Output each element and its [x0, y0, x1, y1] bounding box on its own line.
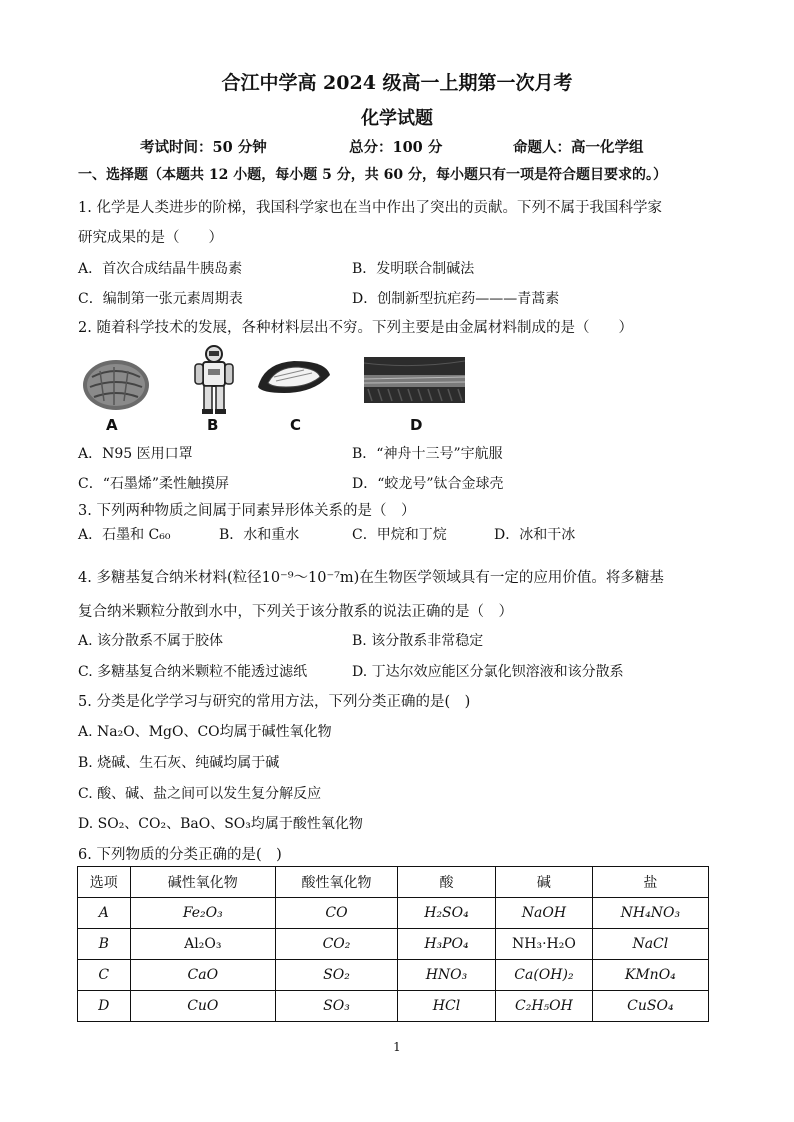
table-header-row	[78, 867, 709, 898]
q1-option-a: A．首次合成结晶牛胰岛素	[78, 261, 243, 277]
table-cell: NH₃·H₂O	[496, 929, 593, 960]
table-header-cell: 酸	[397, 867, 495, 898]
q4-option-b: B. 该分散系非常稳定	[352, 633, 484, 649]
table-cell: D	[78, 991, 131, 1022]
q3-option-d: D．冰和干冰	[494, 527, 576, 543]
table-cell: CuO	[130, 991, 276, 1022]
q3-option-b: B．水和重水	[219, 527, 300, 543]
table-cell: Al₂O₃	[130, 929, 276, 960]
q4-option-c: C. 多糖基复合纳米颗粒不能透过滤纸	[78, 664, 308, 680]
exam-author: 命题人：高一化学组	[513, 139, 644, 156]
table-header-cell: 碱	[496, 867, 593, 898]
table-cell: CaO	[130, 960, 276, 991]
q4-option-d: D. 丁达尔效应能区分氯化钡溶液和该分散系	[352, 664, 624, 680]
q5-option-b: B. 烧碱、生石灰、纯碱均属于碱	[78, 755, 280, 771]
q2-option-b: B．“神舟十三号”宇航服	[352, 446, 503, 462]
table-cell: CO₂	[276, 929, 398, 960]
q1-stem-line2: 研究成果的是（ ）	[78, 230, 223, 246]
q3-stem: 3. 下列两种物质之间属于同素异形体关系的是（ ）	[78, 503, 416, 519]
touchscreen-image	[254, 357, 334, 401]
table-cell: HNO₃	[397, 960, 495, 991]
q5-option-d: D. SO₂、CO₂、BaO、SO₃均属于酸性氧化物	[78, 816, 363, 832]
table-cell: C	[78, 960, 131, 991]
q1-option-d: D．创制新型抗疟药———青蒿素	[352, 291, 560, 307]
table-cell: A	[78, 898, 131, 929]
exam-title: 合江中学高 2024 级高一上期第一次月考	[221, 72, 573, 94]
table-cell: Fe₂O₃	[130, 898, 276, 929]
spacesuit-image	[193, 345, 235, 419]
q1-stem-line1: 1. 化学是人类进步的阶梯，我国科学家也在当中作出了突出的贡献。下列不属于我国科学家	[78, 200, 662, 216]
q2-option-a: A．N95 医用口罩	[78, 446, 193, 462]
exam-time: 考试时间：50 分钟	[140, 139, 267, 156]
titanium-shell-image	[364, 357, 465, 407]
table-cell: SO₃	[276, 991, 398, 1022]
table-cell: HCl	[397, 991, 495, 1022]
q6-stem: 6. 下列物质的分类正确的是( )	[78, 847, 282, 863]
table-header-cell: 碱性氧化物	[130, 867, 276, 898]
exam-score: 总分：100 分	[349, 139, 443, 156]
table-cell: KMnO₄	[592, 960, 708, 991]
q2-option-d: D．“蛟龙号”钛合金球壳	[352, 476, 504, 492]
page-number: 1	[393, 1040, 401, 1054]
classification-table	[77, 866, 709, 1022]
table-cell: C₂H₅OH	[496, 991, 593, 1022]
figure-label-a: A	[106, 416, 118, 434]
exam-subtitle: 化学试题	[361, 108, 433, 129]
q2-stem: 2. 随着科学技术的发展，各种材料层出不穷。下列主要是由金属材料制成的是（ ）	[78, 320, 633, 336]
table-cell: NH₄NO₃	[592, 898, 708, 929]
q4-option-a: A. 该分散系不属于胶体	[78, 633, 224, 649]
table-cell: SO₂	[276, 960, 398, 991]
table-row	[78, 898, 709, 929]
table-row	[78, 991, 709, 1022]
figure-label-c: C	[290, 416, 302, 434]
figure-label-d: D	[410, 416, 423, 434]
table-cell: H₂SO₄	[397, 898, 495, 929]
table-header-cell: 选项	[78, 867, 131, 898]
table-row	[78, 929, 709, 960]
table-cell: NaOH	[496, 898, 593, 929]
table-header-cell: 盐	[592, 867, 708, 898]
table-row	[78, 960, 709, 991]
q1-option-b: B．发明联合制碱法	[352, 261, 475, 277]
q1-option-c: C．编制第一张元素周期表	[78, 291, 243, 307]
table-cell: Ca(OH)₂	[496, 960, 593, 991]
table-cell: CO	[276, 898, 398, 929]
q4-stem-line2: 复合纳米颗粒分散到水中，下列关于该分散系的说法正确的是（ ）	[78, 604, 513, 620]
figure-label-b: B	[207, 416, 219, 434]
table-header-cell: 酸性氧化物	[276, 867, 398, 898]
section-header: 一、选择题（本题共 12 小题，每小题 5 分，共 60 分，每小题只有一项是符合题目要求的。）	[78, 167, 667, 183]
table-cell: CuSO₄	[592, 991, 708, 1022]
q4-stem-line1: 4. 多糖基复合纳米材料(粒径10⁻⁹～10⁻⁷m)在生物医学领域具有一定的应用价值。将多糖基	[78, 570, 664, 586]
mask-image	[80, 357, 152, 417]
q5-stem: 5. 分类是化学学习与研究的常用方法，下列分类正确的是( )	[78, 694, 471, 710]
q5-option-a: A. Na₂O、MgO、CO均属于碱性氧化物	[78, 724, 332, 740]
q3-option-c: C．甲烷和丁烷	[352, 527, 447, 543]
table-cell: H₃PO₄	[397, 929, 495, 960]
q5-option-c: C. 酸、碱、盐之间可以发生复分解反应	[78, 786, 322, 802]
q3-option-a: A．石墨和 C₆₀	[78, 527, 171, 543]
q2-option-c: C．“石墨烯”柔性触摸屏	[78, 476, 230, 492]
table-cell: B	[78, 929, 131, 960]
table-cell: NaCl	[592, 929, 708, 960]
